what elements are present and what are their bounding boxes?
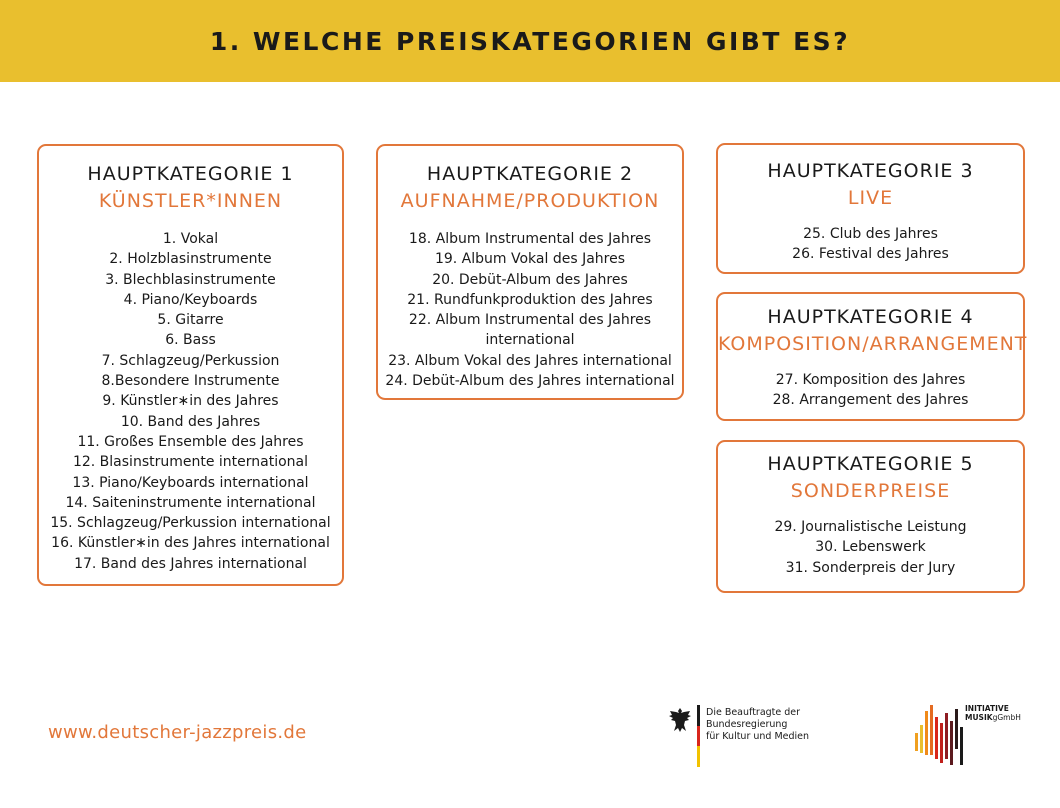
- list-item: 17. Band des Jahres international: [74, 555, 307, 572]
- list-item: 6. Bass: [165, 332, 216, 349]
- initiative-musik-bars-icon: [915, 705, 963, 767]
- list-item: 26. Festival des Jahres: [792, 246, 949, 263]
- category-list: [718, 370, 1023, 411]
- list-item: 15. Schlagzeug/Perkussion international: [50, 515, 331, 532]
- category-card-2: [376, 144, 684, 400]
- list-item: 27. Komposition des Jahres: [775, 372, 966, 388]
- category-heading: HAUPTKATEGORIE 4: [767, 306, 974, 328]
- category-subtitle: SONDERPREISE: [790, 480, 951, 502]
- list-item: 11. Großes Ensemble des Jahres: [77, 433, 304, 450]
- list-item: 8.Besondere Instrumente: [101, 373, 280, 390]
- category-heading: HAUPTKATEGORIE 5: [767, 453, 974, 475]
- category-card-4: [716, 292, 1028, 421]
- list-item: 12. Blasinstrumente international: [72, 454, 309, 471]
- list-item: 10. Band des Jahres: [120, 413, 261, 430]
- list-item: 23. Album Vokal des Jahres international: [388, 352, 672, 369]
- list-item: 1. Vokal: [162, 231, 219, 247]
- list-item: 31. Sonderpreis der Jury: [785, 559, 956, 576]
- category-list: [378, 229, 682, 391]
- initiative-musik-logo: [915, 705, 1025, 769]
- bkm-logo: [668, 705, 878, 769]
- list-item: 21. Rundfunkproduktion des Jahres: [407, 291, 653, 308]
- initiative-musik-label: INITIATIVE MUSIKgGmbH: [965, 704, 1021, 722]
- bkm-label: Die Beauftragte der Bundesregierung für Kultur und Medien: [706, 707, 810, 742]
- website-link[interactable]: www.deutscher-jazzpreis.de: [48, 722, 307, 743]
- list-item: 24. Debüt-Album des Jahres international: [385, 373, 675, 390]
- list-item: 22. Album Instrumental des Jahres: [408, 312, 652, 329]
- category-list: [718, 224, 1023, 265]
- category-card-3: [716, 143, 1025, 274]
- category-heading: HAUPTKATEGORIE 1: [87, 163, 294, 185]
- category-card-5: [716, 440, 1025, 593]
- category-heading: HAUPTKATEGORIE 3: [767, 160, 974, 182]
- list-item: 16. Künstler∗in des Jahres international: [51, 535, 330, 552]
- category-heading: HAUPTKATEGORIE 2: [426, 163, 634, 185]
- list-item: 28. Arrangement des Jahres: [772, 392, 969, 409]
- list-item: 13. Piano/Keyboards international: [72, 474, 309, 491]
- category-subtitle: KÜNSTLER*INNEN: [98, 190, 283, 212]
- title-banner: [0, 0, 1060, 82]
- federal-eagle-icon: [668, 707, 692, 733]
- page-title: 1. WELCHE PREISKATEGORIEN GIBT ES?: [209, 26, 851, 56]
- category-card-1: [37, 144, 344, 586]
- german-flag-bar: [697, 705, 700, 767]
- list-item: 19. Album Vokal des Jahres: [434, 251, 626, 268]
- category-list: [39, 229, 342, 574]
- list-item: 18. Album Instrumental des Jahres: [408, 231, 652, 247]
- list-item: 14. Saiteninstrumente international: [65, 494, 316, 511]
- category-subtitle: LIVE: [847, 187, 894, 209]
- list-item: international: [485, 332, 575, 349]
- list-item: 20. Debüt-Album des Jahres: [432, 271, 628, 288]
- list-item: 25. Club des Jahres: [803, 226, 938, 242]
- list-item: 2. Holzblasinstrumente: [109, 251, 272, 268]
- list-item: 4. Piano/Keyboards: [123, 291, 258, 308]
- category-subtitle: AUFNAHME/PRODUKTION: [400, 190, 660, 212]
- list-item: 5. Gitarre: [157, 312, 224, 329]
- list-item: 30. Lebenswerk: [815, 539, 926, 556]
- category-list: [718, 517, 1023, 578]
- category-subtitle: KOMPOSITION/ARRANGEMENT: [718, 333, 1028, 355]
- list-item: 29. Journalistische Leistung: [774, 519, 967, 535]
- list-item: 9. Künstler∗in des Jahres: [102, 393, 279, 410]
- list-item: 7. Schlagzeug/Perkussion: [101, 352, 280, 369]
- list-item: 3. Blechblasinstrumente: [105, 271, 276, 288]
